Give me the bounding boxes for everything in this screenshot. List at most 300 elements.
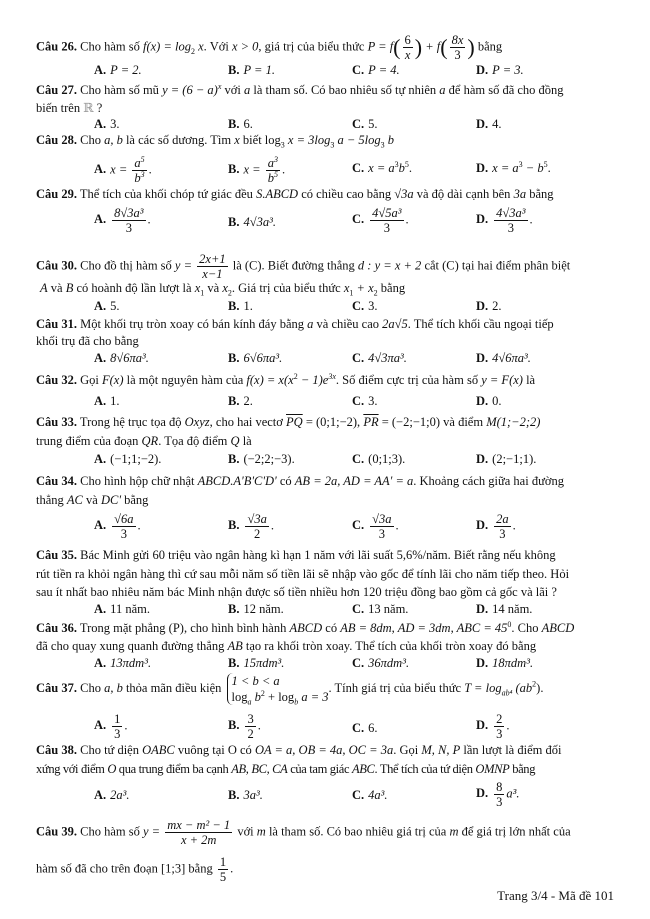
text-run: và điểm (440, 415, 487, 429)
text-run: xứng với điểm (36, 762, 108, 776)
option-letter: D. (476, 351, 489, 365)
option-c[interactable] (352, 512, 399, 541)
subscript: a (247, 697, 252, 707)
fraction (494, 712, 504, 741)
option-b[interactable] (228, 512, 274, 541)
option-a[interactable] (94, 655, 151, 671)
subscript: 1 (349, 288, 354, 298)
parenthesis: ( (393, 34, 401, 60)
text-run: m (449, 824, 459, 839)
option-c[interactable] (352, 655, 409, 671)
text-run: bằng (526, 187, 554, 201)
text-run: 11 năm. (110, 602, 150, 616)
superscript: 3 (273, 154, 278, 164)
text-run: x (194, 281, 201, 295)
subscript: b (294, 697, 299, 707)
text-run: . (395, 518, 399, 533)
question-36-cont (36, 638, 536, 654)
text-run: 3 (120, 527, 127, 541)
text-run: x (222, 281, 228, 295)
text-run: . Tính giá trị của biểu thức (328, 680, 465, 695)
text-run: a − 5log (334, 133, 381, 147)
question-33 (36, 414, 540, 430)
option-c[interactable] (352, 601, 408, 617)
option-c[interactable] (352, 62, 400, 78)
subscript: 2 (227, 288, 232, 298)
text-run: a = 3 (298, 690, 329, 704)
text-run: triệu vào ngân hàng kì hạn 1 năm với lãi suất (165, 548, 397, 562)
text-run: x−1 (202, 267, 223, 281)
text-run (266, 171, 280, 185)
text-run: 36πdm³. (368, 656, 410, 670)
option-letter: D. (476, 518, 489, 533)
option-d[interactable] (476, 62, 524, 78)
text-run: Câu 38. (36, 743, 77, 757)
option-letter: B. (228, 518, 240, 533)
option-d[interactable] (476, 298, 502, 314)
fraction (112, 206, 145, 235)
text-run: (0;1;3). (368, 452, 406, 466)
text-run: 13πdm³. (110, 656, 152, 670)
superscript: 2 (260, 688, 265, 698)
superscript: 3 (394, 159, 399, 169)
text-run: có (276, 474, 295, 488)
text-run: hàm số đã cho trên đoạn (36, 861, 161, 876)
text-run: x (234, 133, 240, 147)
option-letter: D. (476, 718, 489, 733)
option-letter: C. (352, 788, 365, 802)
text-run: để hàm số đã cho đồng (445, 83, 564, 97)
option-letter: B. (228, 299, 240, 313)
subscript: 2 (373, 288, 378, 298)
fraction (112, 712, 122, 741)
text-run: 0. (492, 394, 502, 408)
option-d[interactable] (476, 601, 532, 617)
question-39 (36, 818, 571, 847)
option-letter: C. (352, 518, 365, 533)
text-run: sau ít nhất bao nhiêu năm bác Minh nhận được số tiền nhiều hơn (36, 585, 363, 599)
option-a[interactable] (94, 712, 128, 741)
option-letter: B. (228, 602, 240, 616)
text-run: . (257, 718, 261, 733)
text-run: ABCD (289, 621, 323, 635)
text-run: 3 (507, 221, 514, 235)
text-run: . (137, 518, 141, 533)
option-letter: B. (228, 117, 240, 131)
text-run: 3. (368, 394, 378, 408)
text-run: với (234, 824, 257, 839)
option-d[interactable] (476, 393, 502, 409)
option-letter: D. (476, 656, 489, 670)
text-run: . (405, 212, 409, 227)
option-c[interactable] (352, 206, 409, 235)
option-d[interactable] (476, 780, 520, 809)
fraction (197, 252, 227, 281)
option-c[interactable] (352, 116, 378, 132)
option-b[interactable] (228, 712, 261, 741)
option-a[interactable] (94, 512, 141, 541)
option-letter: C. (352, 452, 365, 466)
text-run: x > 0 (231, 39, 259, 54)
option-letter: C. (352, 351, 365, 365)
text-run: biến trên (36, 101, 84, 115)
text-run: S.ABCD (256, 187, 299, 201)
option-letter: A. (94, 718, 107, 733)
text-run: OABC (142, 743, 175, 757)
option-letter: B. (228, 788, 240, 802)
text-run: 6 (404, 33, 411, 47)
superscript: 3 (518, 159, 523, 169)
text-run: , giá trị của biểu thức (258, 39, 368, 54)
question-30 (36, 252, 570, 281)
option-c[interactable] (352, 393, 378, 409)
text-run: DC' (100, 493, 121, 507)
text-run: M, N, P (421, 743, 461, 757)
text-run: 4√6πa³. (492, 351, 531, 365)
text-run: là tham số. Có bao nhiêu giá trị của (265, 824, 450, 839)
option-letter: D. (476, 161, 489, 175)
option-letter: D. (476, 117, 489, 131)
text-run: . (230, 861, 234, 876)
text-run: Oxyz (184, 415, 210, 429)
text-run: A (40, 281, 48, 295)
text-run: AB = 2a, AD = AA' = a (294, 474, 414, 488)
option-b[interactable] (228, 350, 282, 366)
text-run: x (194, 39, 204, 54)
option-c[interactable] (352, 160, 412, 176)
fraction (494, 780, 504, 809)
text-run: 60 (152, 548, 166, 562)
option-d[interactable] (476, 655, 533, 671)
text-run: = (−2;−1;0) (378, 415, 441, 429)
fraction (112, 512, 135, 541)
text-run: 4√3a³. (243, 215, 276, 229)
text-run: 3 (378, 527, 385, 541)
text-run: Trong hệ trục tọa độ (79, 415, 185, 429)
option-letter: A. (94, 351, 107, 365)
question-32 (36, 372, 535, 388)
option-b[interactable] (228, 601, 284, 617)
text-run: x = a (368, 161, 395, 175)
text-run: [1;3] (160, 861, 186, 876)
option-letter: D. (476, 394, 489, 408)
text-run: m (256, 824, 266, 839)
text-run: a (439, 83, 446, 97)
text-run: 3 (499, 527, 506, 541)
text-run: có chiều cao bằng (298, 187, 395, 201)
text-run: biết (239, 133, 265, 147)
option-c[interactable] (352, 298, 378, 314)
option-a[interactable] (94, 601, 150, 617)
text-run: Cho tứ diện (80, 743, 143, 757)
parenthesis: ) (467, 34, 475, 60)
option-letter: C. (352, 656, 365, 670)
text-run: ABC (351, 762, 375, 776)
subscript: 3 (280, 140, 285, 150)
option-c[interactable] (352, 787, 388, 803)
text-run: là các số dương. Tìm (122, 133, 235, 147)
text-run: 4√5a³ (372, 206, 402, 220)
option-d[interactable] (476, 116, 502, 132)
text-run: Q (230, 434, 240, 448)
option-b[interactable] (228, 156, 285, 185)
text-run: 8√6πa³. (110, 351, 149, 365)
text-run: a (243, 83, 251, 97)
text-run (132, 156, 146, 171)
option-d[interactable] (476, 206, 533, 235)
option-letter: B. (228, 452, 240, 466)
equation-system (227, 673, 329, 705)
option-a[interactable] (94, 451, 161, 467)
fraction (403, 33, 413, 62)
option-c[interactable] (352, 350, 407, 366)
text-run: Cho (80, 133, 105, 147)
option-letter: B. (228, 394, 240, 408)
subscript: 1 (200, 288, 205, 298)
text-run: Cho (80, 680, 105, 695)
text-run: . (547, 161, 551, 175)
fraction (266, 156, 280, 185)
text-run: Gọi (80, 373, 102, 387)
text-run: là một nguyên hàm của (123, 373, 247, 387)
text-run: $\overline{PQ}$ (286, 415, 303, 429)
text-run: . (408, 161, 413, 175)
text-run: Cho hàm số (80, 824, 143, 839)
text-run: √6a (114, 512, 134, 526)
text-run: 3 (114, 727, 121, 741)
text-run: và độ dài cạnh bên (413, 187, 514, 201)
option-letter: C. (352, 212, 365, 227)
text-run: P = 3. (492, 63, 524, 77)
text-run: là (C). Biết đường thẳng (229, 258, 358, 273)
option-letter: C. (352, 602, 365, 616)
text-run: . (506, 718, 510, 733)
option-b[interactable] (228, 298, 253, 314)
text-run: 2. (243, 394, 253, 408)
text-run: là (239, 434, 252, 448)
text-run: P = 1. (243, 63, 275, 77)
text-run: . Giá trị của biểu thức (231, 281, 344, 295)
text-run: . (124, 718, 128, 733)
option-c[interactable] (352, 720, 378, 736)
text-run: 3 (247, 712, 254, 726)
text-run: . (529, 212, 533, 227)
text-run: log (231, 690, 248, 704)
fraction (450, 33, 466, 62)
text-run (232, 689, 329, 705)
text-run: Câu 35. (36, 548, 77, 562)
option-a[interactable] (94, 206, 151, 235)
text-run: √3a (372, 512, 392, 526)
text-run: P = 2. (110, 63, 142, 77)
text-run: y = F(x) (481, 373, 523, 387)
text-run: Cho hàm số mũ (80, 83, 163, 97)
superscript: 2 (532, 679, 537, 689)
text-run: + f (422, 39, 441, 54)
question-36 (36, 620, 574, 636)
option-letter: A. (94, 656, 107, 670)
superscript: 3x (328, 371, 336, 381)
option-letter: A. (94, 394, 107, 408)
option-b[interactable] (228, 214, 276, 230)
subscript: 3 (380, 140, 385, 150)
text-run: x = a (492, 161, 519, 175)
text-run: b (267, 171, 274, 185)
superscript: 2 (293, 371, 298, 381)
text-run: 2a√5 (382, 317, 408, 331)
option-b[interactable] (228, 787, 263, 803)
text-run: OA = a, OB = 4a, OC = 3a (254, 743, 394, 757)
fraction (165, 818, 232, 847)
text-run: b (384, 133, 395, 147)
text-run: 1 (114, 712, 121, 726)
text-run: để giá trị lớn nhất của (458, 824, 571, 839)
option-letter: D. (476, 786, 489, 801)
text-run: B (65, 281, 74, 295)
subscript: 2 (190, 46, 195, 56)
text-run: Thể tích của khối chóp tứ giác đều (79, 187, 257, 201)
option-d[interactable] (476, 712, 510, 741)
text-run: 5. (368, 117, 378, 131)
text-run: d : y = x + 2 (357, 258, 422, 273)
text-run: 3 (125, 221, 132, 235)
subscript: ab⁴ (501, 688, 513, 698)
question-31 (36, 316, 554, 332)
text-run: . Số điểm cực trị của hàm số (335, 373, 482, 387)
option-d[interactable] (476, 160, 551, 176)
option-letter: B. (228, 718, 240, 733)
option-b[interactable] (228, 451, 295, 467)
option-letter: A. (94, 602, 107, 616)
text-run: 2x+1 (199, 252, 226, 266)
option-d[interactable] (476, 350, 531, 366)
text-run: 2a³. (110, 788, 130, 802)
text-run: . Khoảng cách giữa hai đường (413, 474, 564, 488)
text-run: x = (243, 162, 264, 177)
page-footer: Trang 3/4 - Mã đề 101 (497, 888, 614, 903)
option-d[interactable] (476, 451, 536, 467)
text-run: Bác Minh gửi (80, 548, 153, 562)
text-run: khối trụ đã cho bằng (36, 334, 139, 348)
superscript: 5 (273, 169, 278, 179)
text-run: 2 (254, 527, 261, 541)
option-letter: C. (352, 721, 365, 735)
text-run: (−2;2;−3). (243, 452, 295, 466)
question-34 (36, 473, 564, 489)
text-run: √3a (247, 512, 267, 526)
text-run: x + 2m (180, 833, 217, 847)
text-run: 4a³. (368, 788, 388, 802)
text-run: trung điểm của đoạn (36, 434, 142, 448)
option-letter: A. (94, 212, 107, 227)
text-run: a³. (506, 786, 520, 801)
option-letter: A. (94, 63, 107, 77)
text-run: mx − m² − 1 (167, 818, 231, 832)
text-run: đã cho quay xung quanh đường thẳng (36, 639, 228, 653)
option-a[interactable] (94, 298, 120, 314)
text-run: 6. (243, 117, 253, 131)
text-run: có (322, 621, 341, 635)
text-run: bằng (377, 281, 406, 295)
option-a[interactable] (94, 62, 142, 78)
option-a[interactable] (94, 787, 130, 803)
option-b[interactable] (228, 655, 284, 671)
text-run: O (107, 762, 117, 776)
option-letter: D. (476, 452, 489, 466)
text-run: . Tọa độ điểm (158, 434, 231, 448)
question-39-cont (36, 855, 233, 884)
text-run: b (251, 690, 261, 704)
option-a[interactable] (94, 350, 149, 366)
text-run: 18πdm³. (492, 656, 534, 670)
option-d[interactable] (476, 512, 516, 541)
text-run: qua trung điểm ba cạnh (116, 762, 232, 776)
text-run: Trong mặt phẳng (P), cho hình bình hành (79, 621, 290, 635)
text-run: + log (264, 690, 295, 704)
question-27 (36, 82, 564, 98)
option-b[interactable] (228, 393, 253, 409)
text-run: ABCD.A'B'C'D' (197, 474, 277, 488)
option-a[interactable] (94, 116, 120, 132)
option-a[interactable] (94, 156, 152, 185)
option-letter: C. (352, 394, 365, 408)
text-run: 1. (110, 394, 120, 408)
fraction (370, 206, 403, 235)
option-letter: A. (94, 518, 107, 533)
text-run: 2a (496, 512, 509, 526)
text-run: 6√6πa³. (243, 351, 283, 365)
text-run: 12 năm. (243, 602, 284, 616)
text-run: 3a³. (243, 788, 263, 802)
text-run: ). (536, 680, 544, 695)
option-letter: B. (228, 215, 240, 229)
text-run: 3 (383, 221, 390, 235)
option-a[interactable] (94, 393, 120, 409)
text-run: Câu 30. (36, 258, 77, 273)
question-31-cont (36, 333, 139, 349)
text-run: F(x) (101, 373, 124, 387)
text-run: (ab (512, 680, 533, 695)
text-run: 3 (454, 48, 461, 62)
parenthesis: ) (414, 34, 423, 60)
text-run: thỏa mãn điều kiện (122, 680, 225, 695)
text-run: . Cho (511, 621, 542, 635)
text-run: Câu 39. (36, 824, 77, 839)
text-run: log (264, 133, 281, 147)
text-run: = (0;1;−2), (302, 415, 364, 429)
option-letter: C. (352, 117, 365, 131)
option-b[interactable] (228, 62, 275, 78)
text-run: AC (66, 493, 83, 507)
text-run: ABCD (541, 621, 575, 635)
text-run: 6. (368, 721, 378, 735)
text-run: triệu đồng bao gồm cả gốc và lãi ? (381, 585, 557, 599)
text-run: và chiều cao (313, 317, 383, 331)
parenthesis: ( (440, 34, 448, 60)
option-b[interactable] (228, 116, 253, 132)
superscript: x (217, 81, 222, 91)
text-run: Câu 36. (36, 621, 77, 635)
option-letter: D. (476, 63, 489, 77)
text-run: vuông tại O có (174, 743, 255, 757)
text-run: a (267, 156, 274, 170)
text-run: và (47, 281, 66, 295)
option-c[interactable] (352, 451, 405, 467)
option-letter: B. (228, 63, 240, 77)
text-run: M(1;−2;2) (486, 415, 541, 429)
text-run: y = (174, 258, 196, 273)
text-run: Một khối trụ tròn xoay có bán kính đáy bằng (80, 317, 308, 331)
